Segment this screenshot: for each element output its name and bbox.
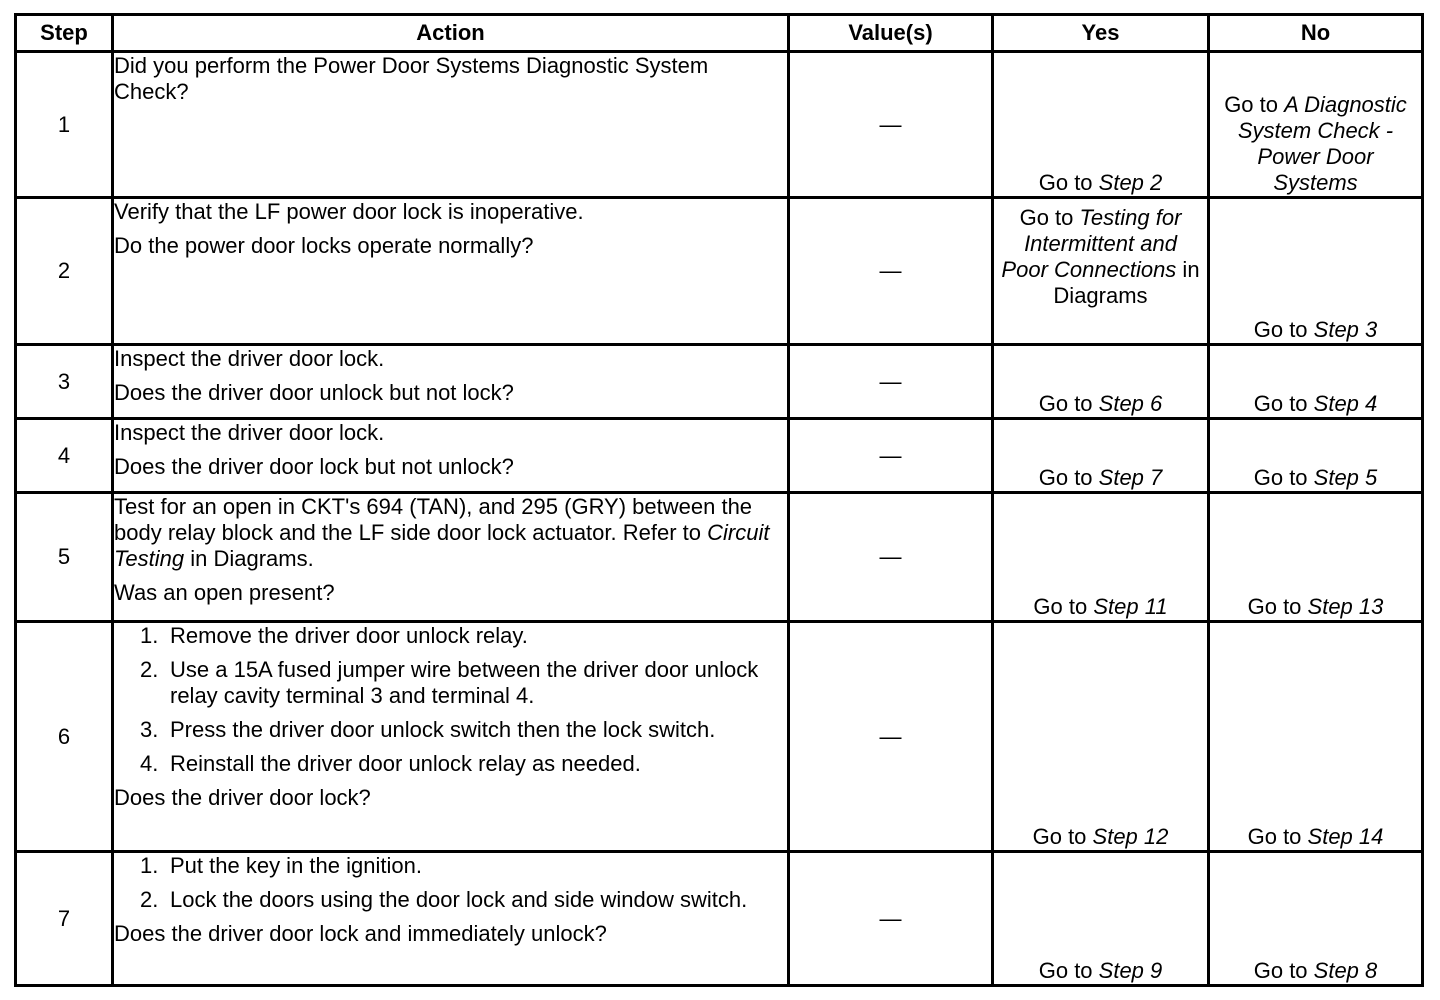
table-row [16, 52, 1423, 198]
table-row [16, 198, 1423, 345]
value-cell: — [789, 52, 993, 198]
action-cell [113, 198, 789, 345]
action-text: Was an open present? [114, 580, 335, 605]
yes-cell: Go to Step 9 [993, 852, 1209, 986]
list-item: 2. Use a 15A fused jumper wire between the driver door unlock relay cavity terminal 3 and terminal 4. [140, 657, 759, 708]
value-cell: — [789, 852, 993, 986]
no-cell: Go to Step 3 [1209, 198, 1423, 345]
no-cell: Go to Step 13 [1209, 493, 1423, 622]
substep-list [114, 623, 787, 777]
header-action: Action [113, 15, 789, 52]
no-cell: Go to Step 14 [1209, 622, 1423, 852]
table-row [16, 419, 1423, 493]
table-row [16, 345, 1423, 419]
table-row [16, 852, 1423, 986]
table-row [16, 493, 1423, 622]
list-item: 4. Reinstall the driver door unlock relay as needed. [140, 751, 641, 776]
no-cell: Go to Step 4 [1209, 345, 1423, 419]
value-cell: — [789, 622, 993, 852]
no-cell: Go to Step 8 [1209, 852, 1423, 986]
action-cell [113, 419, 789, 493]
value-cell: — [789, 419, 993, 493]
step-number: 3 [16, 345, 113, 419]
list-item: 1. Put the key in the ignition. [140, 853, 422, 878]
header-yes: Yes [993, 15, 1209, 52]
header-no: No [1209, 15, 1423, 52]
action-cell [113, 52, 789, 198]
step-number: 4 [16, 419, 113, 493]
action-cell [113, 493, 789, 622]
step-number: 6 [16, 622, 113, 852]
no-cell: Go to A Diagnostic System Check - Power Door Systems [1209, 52, 1423, 198]
step-number: 7 [16, 852, 113, 986]
yes-cell: Go to Step 6 [993, 345, 1209, 419]
action-cell [113, 345, 789, 419]
value-cell: — [789, 345, 993, 419]
table-row [16, 622, 1423, 852]
substep-list [114, 853, 787, 913]
yes-cell: Go to Testing for Intermittent and Poor Connections in Diagrams [993, 198, 1209, 345]
yes-cell: Go to Step 11 [993, 493, 1209, 622]
value-cell: — [789, 198, 993, 345]
header-step: Step [16, 15, 113, 52]
header-values: Value(s) [789, 15, 993, 52]
action-text: Does the driver door lock? [114, 785, 371, 810]
action-text: Verify that the LF power door lock is inoperative. [114, 199, 584, 224]
list-item: 3. Press the driver door unlock switch then the lock switch. [140, 717, 716, 742]
value-cell: — [789, 493, 993, 622]
step-number: 2 [16, 198, 113, 345]
action-cell [113, 622, 789, 852]
action-text: Does the driver door lock and immediately unlock? [114, 921, 607, 946]
yes-cell: Go to Step 7 [993, 419, 1209, 493]
yes-cell: Go to Step 2 [993, 52, 1209, 198]
diagnostic-table [14, 13, 1424, 987]
action-text: Inspect the driver door lock. [114, 346, 385, 371]
action-cell [113, 852, 789, 986]
step-number: 5 [16, 493, 113, 622]
header-row [16, 15, 1423, 52]
action-text: Do the power door locks operate normally? [114, 233, 534, 258]
step-number: 1 [16, 52, 113, 198]
action-text: Test for an open in CKT's 694 (TAN), and 295 (GRY) between the body relay block and the LF side door lock actuator. Refer to Circuit Testing in Diagrams. [114, 494, 770, 571]
action-text: Does the driver door lock but not unlock? [114, 454, 514, 479]
no-cell: Go to Step 5 [1209, 419, 1423, 493]
list-item: 1. Remove the driver door unlock relay. [140, 623, 528, 648]
action-text: Inspect the driver door lock. [114, 420, 385, 445]
yes-cell: Go to Step 12 [993, 622, 1209, 852]
action-text: Does the driver door unlock but not lock? [114, 380, 514, 405]
action-text: Did you perform the Power Door Systems Diagnostic System Check? [114, 53, 709, 104]
list-item: 2. Lock the doors using the door lock and side window switch. [140, 887, 748, 912]
